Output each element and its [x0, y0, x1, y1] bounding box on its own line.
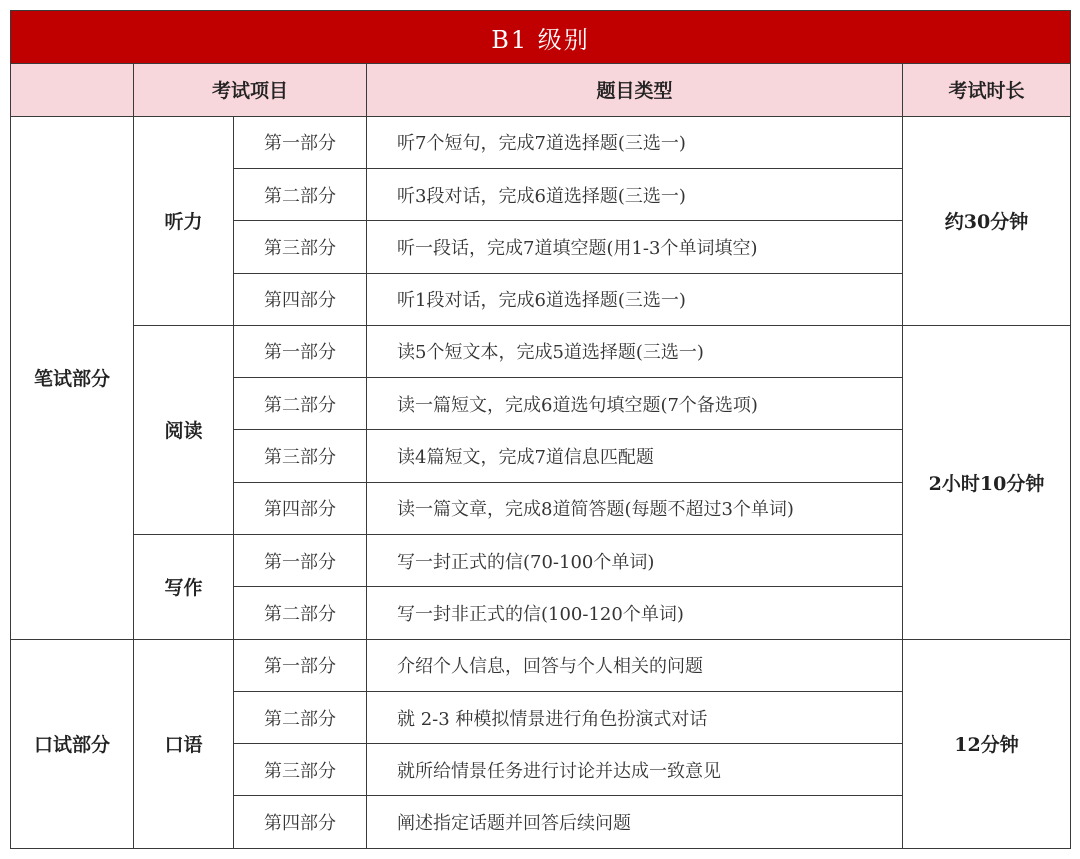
part-label: 第三部分 [234, 430, 367, 482]
part-label: 第四部分 [234, 796, 367, 849]
skill-speaking: 口语 [134, 639, 234, 848]
part-label: 第二部分 [234, 378, 367, 430]
part-description: 就 2-3 种模拟情景进行角色扮演式对话 [367, 691, 903, 743]
duration-speaking: 12分钟 [903, 639, 1071, 848]
header-blank [11, 64, 134, 116]
part-description: 听3段对话，完成6道选择题(三选一) [367, 168, 903, 220]
part-description: 读5个短文本，完成5道选择题(三选一) [367, 325, 903, 377]
section-written: 笔试部分 [11, 116, 134, 639]
part-label: 第四部分 [234, 273, 367, 325]
part-label: 第三部分 [234, 744, 367, 796]
part-label: 第二部分 [234, 691, 367, 743]
part-description: 读4篇短文，完成7道信息匹配题 [367, 430, 903, 482]
part-description: 听7个短句，完成7道选择题(三选一) [367, 116, 903, 168]
part-description: 读一篇文章，完成8道简答题(每题不超过3个单词) [367, 482, 903, 534]
part-label: 第二部分 [234, 168, 367, 220]
table-title: B1 级别 [11, 11, 1071, 64]
part-label: 第二部分 [234, 587, 367, 639]
skill-writing: 写作 [134, 534, 234, 639]
section-oral: 口试部分 [11, 639, 134, 848]
header-duration: 考试时长 [903, 64, 1071, 116]
part-description: 写一封非正式的信(100-120个单词) [367, 587, 903, 639]
skill-reading: 阅读 [134, 325, 234, 534]
part-label: 第一部分 [234, 116, 367, 168]
part-description: 阐述指定话题并回答后续问题 [367, 796, 903, 849]
exam-structure-table [10, 10, 1071, 849]
duration-listening: 约30分钟 [903, 116, 1071, 325]
part-label: 第一部分 [234, 639, 367, 691]
part-description: 就所给情景任务进行讨论并达成一致意见 [367, 744, 903, 796]
part-label: 第一部分 [234, 534, 367, 586]
part-label: 第一部分 [234, 325, 367, 377]
skill-listening: 听力 [134, 116, 234, 325]
part-label: 第四部分 [234, 482, 367, 534]
part-description: 听一段话，完成7道填空题(用1-3个单词填空) [367, 221, 903, 273]
header-exam-item: 考试项目 [134, 64, 367, 116]
part-description: 写一封正式的信(70-100个单词) [367, 534, 903, 586]
duration-reading-writing: 2小时10分钟 [903, 325, 1071, 639]
part-description: 介绍个人信息，回答与个人相关的问题 [367, 639, 903, 691]
part-description: 听1段对话，完成6道选择题(三选一) [367, 273, 903, 325]
part-label: 第三部分 [234, 221, 367, 273]
header-question-type: 题目类型 [367, 64, 903, 116]
part-description: 读一篇短文，完成6道选句填空题(7个备选项) [367, 378, 903, 430]
